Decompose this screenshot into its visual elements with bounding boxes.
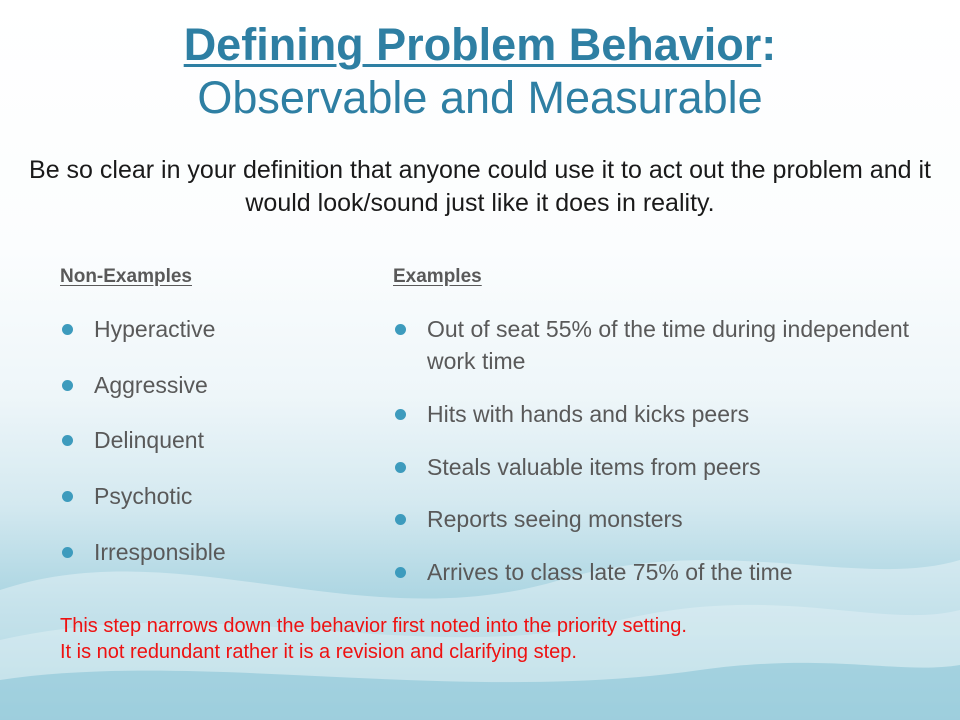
list-item-text: Out of seat 55% of the time during independent work time [427, 316, 910, 375]
list-item-text: Hits with hands and kicks peers [427, 400, 750, 427]
list-item-text: Arrives to class late 75% of the time [427, 558, 793, 585]
list-item-text: Delinquent [94, 427, 204, 454]
bullet-icon [62, 491, 73, 502]
list-item [391, 313, 931, 377]
bullet-icon [395, 462, 406, 473]
title-colon: : [761, 19, 777, 70]
list-item [58, 424, 358, 456]
bullet-icon [395, 324, 406, 335]
list-item [58, 313, 358, 345]
list-item [391, 556, 931, 588]
list-item-text: Steals valuable items from peers [427, 453, 761, 480]
note-line: This step narrows down the behavior first noted into the priority setting. [60, 615, 687, 637]
intro-text: Be so clear in your definition that anyone could use it to act out the problem and it would look/sound just like it does in reality. [29, 156, 931, 217]
title-main-text: Defining Problem Behavior [183, 19, 762, 70]
examples-heading: Examples [393, 266, 482, 287]
list-item [391, 398, 931, 430]
list-item-text: Irresponsible [94, 538, 226, 565]
slide-title [0, 18, 960, 124]
list-item-text: Psychotic [94, 483, 193, 510]
non-examples-list [58, 313, 358, 591]
list-item-text: Hyperactive [94, 316, 216, 342]
bullet-icon [62, 324, 73, 335]
bullet-icon [62, 435, 73, 446]
examples-list [391, 313, 931, 609]
note-text [60, 613, 940, 665]
list-item [391, 451, 931, 483]
bullet-icon [395, 514, 406, 525]
bullet-icon [62, 547, 73, 558]
bullet-icon [395, 409, 406, 420]
bullet-icon [62, 380, 73, 391]
list-item [58, 480, 358, 512]
bullet-icon [395, 567, 406, 578]
slide-subtitle: Observable and Measurable [197, 72, 763, 124]
list-item [391, 503, 931, 535]
title-line [0, 18, 960, 71]
list-item [58, 369, 358, 401]
list-item-text: Aggressive [94, 371, 208, 398]
list-item-text: Reports seeing monsters [427, 506, 683, 533]
list-item [58, 536, 358, 568]
non-examples-heading: Non-Examples [60, 266, 192, 287]
note-line: It is not redundant rather it is a revision and clarifying step. [60, 641, 577, 663]
